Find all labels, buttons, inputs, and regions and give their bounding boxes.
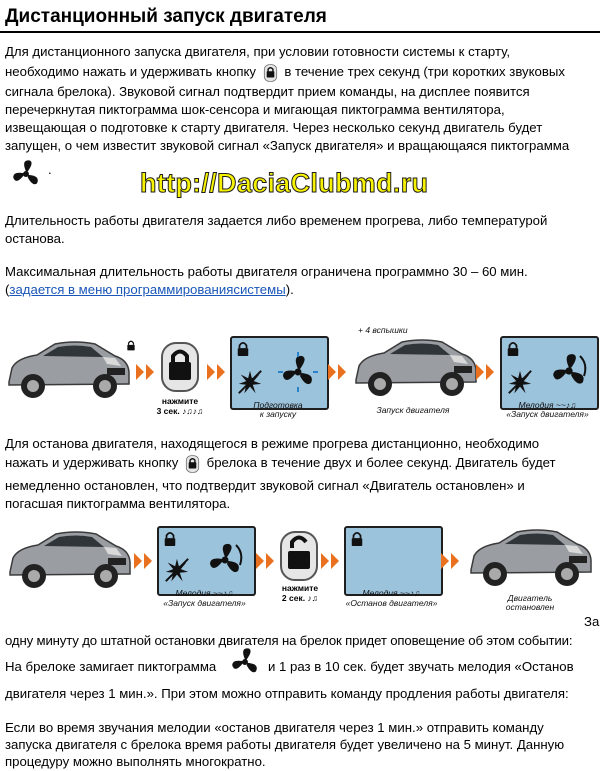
start-diagram — [0, 320, 600, 430]
caption-stop-title: Мелодия ~~♪♫ — [362, 588, 421, 598]
lock-icon — [163, 531, 177, 547]
display-stopped — [344, 526, 443, 596]
rotating-fan-icon — [6, 157, 46, 191]
para5-fragment: За — [584, 614, 600, 629]
arrow-icon — [476, 364, 498, 380]
lock-icon — [506, 341, 520, 357]
arrow-icon — [134, 553, 156, 569]
lock-icon — [350, 531, 364, 547]
para1-line6: запущен, о чем известит звуковой сигнал «Запуск двигателя» и вращающаяся пиктограмма — [5, 138, 570, 153]
caption-melody-title: Мелодия ~~♪♫ — [175, 588, 234, 598]
press-time: 2 сек. ♪♫ — [281, 593, 319, 603]
para6-line1-before: На брелоке замигает пиктограмма — [5, 659, 217, 674]
arrow-icon — [256, 553, 278, 569]
arrow-icon — [136, 364, 158, 380]
programming-menu-link[interactable]: задается в меню программированиясистемы — [9, 282, 286, 297]
para7-line2: запуска двигателя с брелока время работы двигателя будет увеличено на 5 минут. Данную — [5, 737, 565, 752]
caption-stop: «Останов двигателя» — [345, 598, 438, 608]
rotating-fan-icon — [205, 540, 245, 580]
shock-sensor-crossed-icon — [506, 368, 534, 396]
para2-line1: Длительность работы двигателя задается либо временем прогрева, либо температурой — [5, 213, 548, 228]
rotating-fan-icon — [548, 350, 590, 392]
para1-line3: сигнала брелока). Звуковой сигнал подтвердит прием команды, на дисплее появится — [5, 84, 530, 99]
caption-melody-title: Мелодия ~~♪♫ — [518, 400, 577, 410]
para1-end: . — [48, 162, 52, 177]
caption-prepare-1: Подготовка — [253, 400, 303, 410]
para3-line1: Максимальная длительность работы двигателя ограничена программно 30 – 60 мин. — [5, 264, 528, 279]
press-time: 3 сек. ♪♫♪♫ — [156, 406, 204, 416]
para4-line2: нажать и удерживать кнопку брелока в течение двух и более секунд. Двигатель будет — [5, 453, 556, 473]
caption-melody: «Запуск двигателя» — [163, 598, 246, 608]
para7-line1: Если во время звучания мелодии «останов двигателя через 1 мин.» отправить команду — [5, 720, 544, 735]
shock-sensor-crossed-icon — [163, 556, 191, 584]
para3-line2: (задается в меню программированиясистемы). — [5, 282, 294, 297]
caption-start: Запуск двигателя — [376, 405, 450, 415]
para7-line3: процедуру можно выполнять многократно. — [5, 754, 266, 769]
start-button-icon — [263, 64, 278, 82]
fan-icon — [226, 645, 264, 679]
para2-line2: останова. — [5, 231, 65, 246]
arrow-icon — [207, 364, 229, 380]
arrow-icon — [328, 364, 350, 380]
para4-line3: немедленно остановлен, что подтвердит звуковой сигнал «Двигатель остановлен» и — [5, 478, 525, 493]
page-title: Дистанционный запуск двигателя — [5, 6, 327, 27]
display-running — [157, 526, 256, 596]
para1-line1: Для дистанционного запуска двигателя, при условии готовности системы к старту, — [5, 44, 511, 59]
caption-melody: «Запуск двигателя» — [506, 409, 589, 419]
display-running — [500, 336, 599, 410]
para1-line5: извещающая о подготовке к старту двигателя. Через несколько секунд двигатель будет — [5, 120, 543, 135]
press-label: нажмите — [281, 583, 319, 593]
title-underline — [0, 31, 600, 33]
para4-line1: Для останова двигателя, находящегося в режиме прогрева дистанционно, необходимо — [5, 436, 540, 451]
blinking-fan-icon — [278, 352, 318, 392]
display-prepare — [230, 336, 329, 410]
para4-line4: погасшая пиктограмма вентилятора. — [5, 496, 231, 511]
start-button-icon — [185, 455, 200, 473]
arrow-icon — [321, 553, 343, 569]
lock-icon — [236, 341, 250, 357]
car-image — [350, 336, 480, 402]
caption-prepare-2: к запуску — [259, 409, 297, 419]
watermark: http://DaciaClubmd.ru — [140, 168, 429, 198]
fob-start-button-icon — [160, 341, 200, 393]
fob-start-button-icon — [279, 530, 319, 582]
caption-engine-1: Двигатель — [507, 593, 553, 603]
arrow-icon — [441, 553, 463, 569]
para1-line2: необходимо нажать и удерживать кнопку в течение трех секунд (три коротких звуковых — [5, 62, 565, 82]
shock-sensor-crossed-icon — [236, 368, 264, 396]
stop-diagram — [0, 518, 600, 613]
caption-engine-2: остановлен — [505, 602, 555, 612]
flash-label: + 4 вспышки — [358, 325, 408, 335]
car-image — [465, 526, 595, 592]
car-image — [3, 338, 133, 404]
para6-line2: двигателя через 1 мин.». При этом можно отправить команду продления работы двигателя: — [5, 686, 569, 701]
car-image — [4, 528, 134, 594]
para1-line4: перечеркнутая пиктограмма шок-сенсора и мигающая пиктограмма вентилятора, — [5, 102, 505, 117]
para6-line1-after: и 1 раз в 10 сек. будет звучать мелодия «Останов — [268, 659, 574, 674]
press-label: нажмите — [161, 396, 199, 406]
lock-icon — [126, 340, 136, 351]
para5-line: одну минуту до штатной остановки двигателя на брелок придет оповещение об этом событии: — [5, 633, 573, 648]
